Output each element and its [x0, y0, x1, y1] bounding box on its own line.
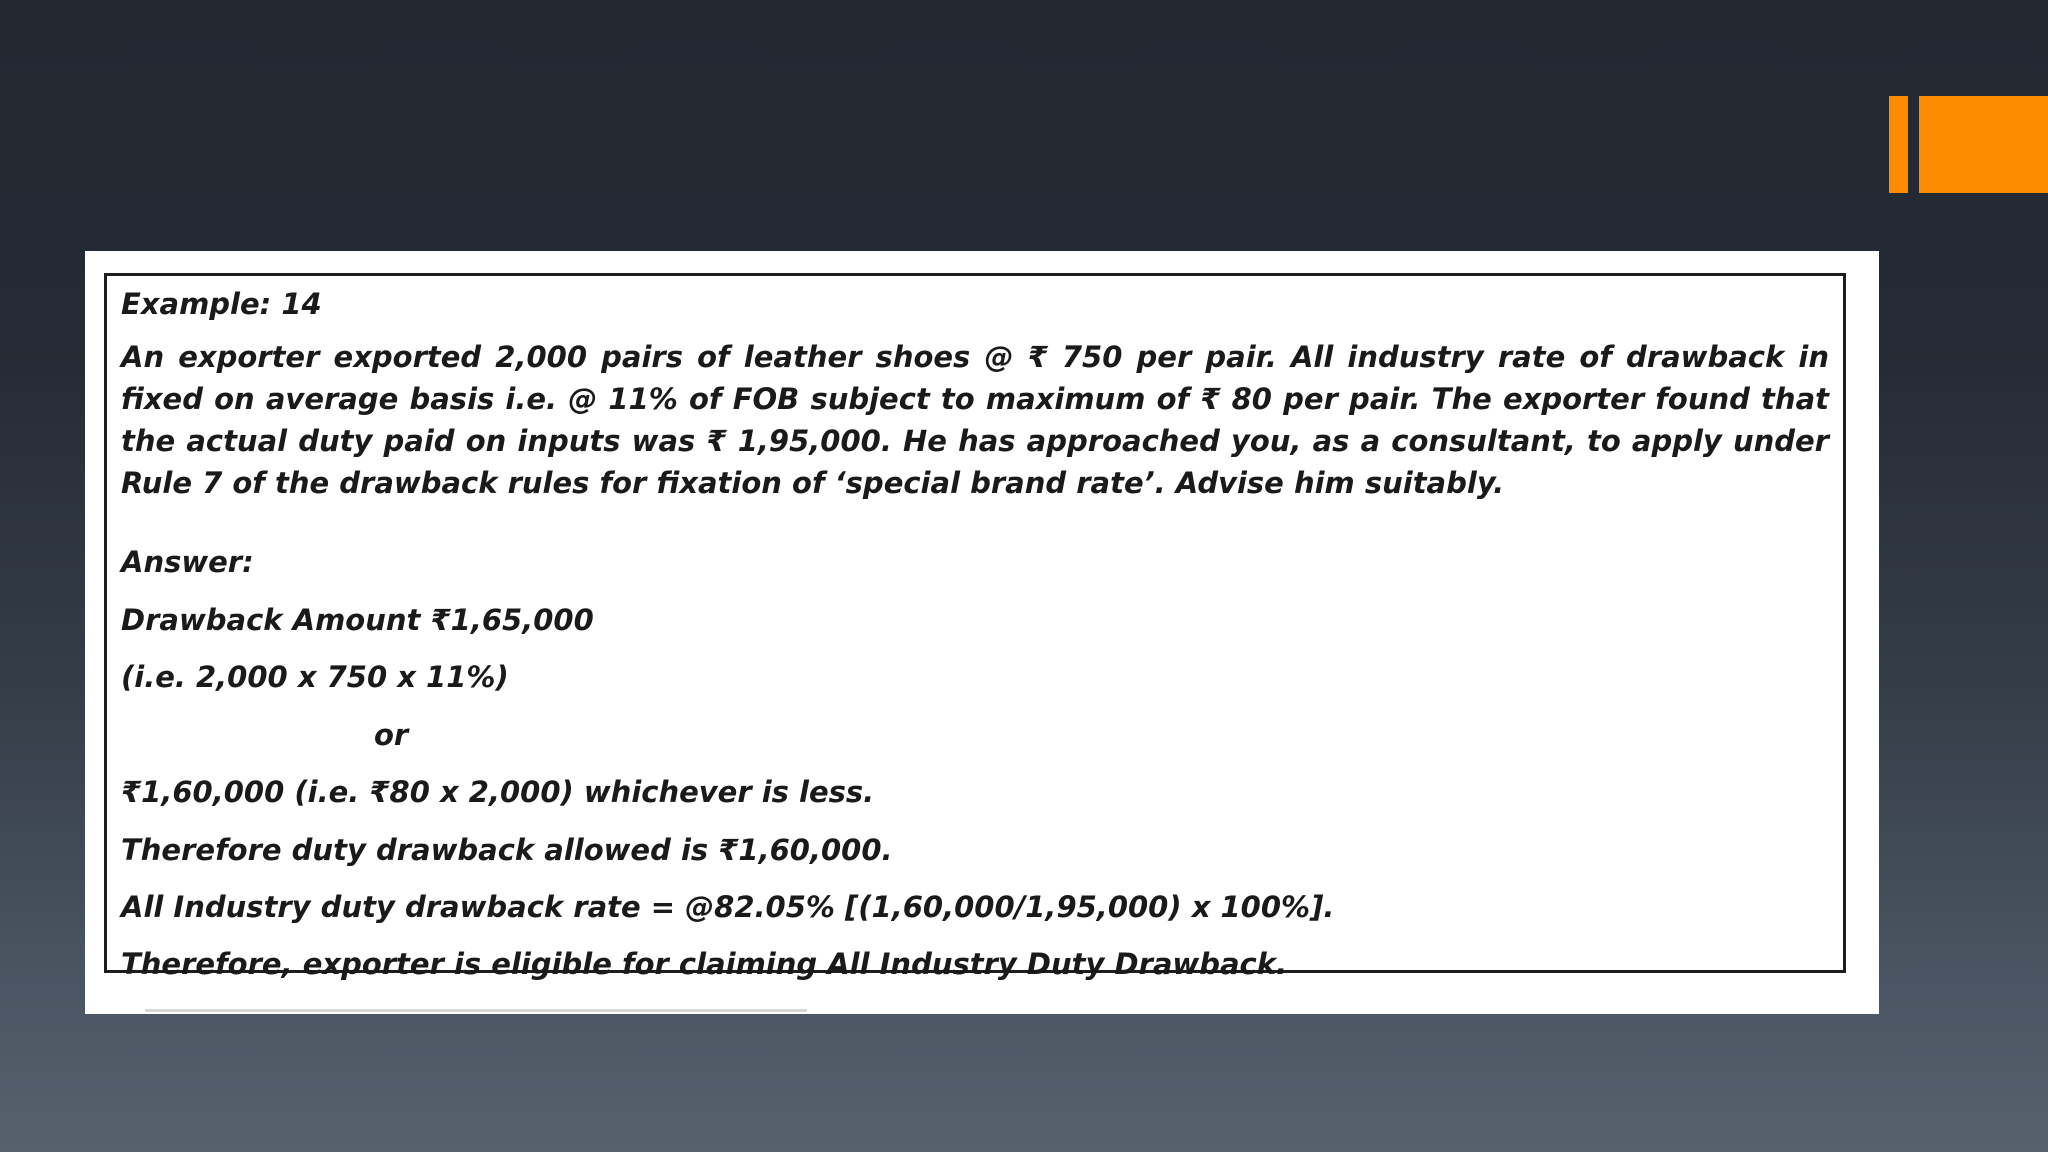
- divider-line: [145, 1009, 807, 1012]
- conclusion: Therefore, exporter is eligible for claiming All Industry Duty Drawback.: [121, 947, 1288, 981]
- example-heading: Example: 14: [121, 287, 322, 321]
- accent-bar-block: [1919, 96, 2048, 193]
- calculation-line-1: (i.e. 2,000 x 750 x 11%): [121, 660, 509, 694]
- drawback-amount: Drawback Amount ₹1,65,000: [121, 603, 594, 637]
- drawback-rate: All Industry duty drawback rate = @82.05% [(1,60,000/1,95,000) x 100%].: [121, 890, 1335, 924]
- answer-label: Answer:: [121, 545, 254, 579]
- accent-bar-thin: [1889, 96, 1908, 193]
- example-box: [104, 273, 1846, 981]
- drawback-allowed: Therefore duty drawback allowed is ₹1,60,000.: [121, 833, 893, 867]
- problem-statement: An exporter exported 2,000 pairs of leather shoes @ ₹ 750 per pair. All industry rate of drawback in fixed on average basis i.e. @ 11% of FOB subject to maximum of ₹ 80 per pair. The exporter found that the actual duty paid on inputs was ₹ 1,95,000. He has approached you, as a consultant, to apply under Rule 7 of the drawback rules for fixation of ‘special brand rate’. Advise him suitably.: [121, 340, 1829, 500]
- calculation-line-2: ₹1,60,000 (i.e. ₹80 x 2,000) whichever is less.: [121, 775, 875, 809]
- or-text: or: [374, 718, 409, 752]
- example-image: [85, 251, 1879, 1014]
